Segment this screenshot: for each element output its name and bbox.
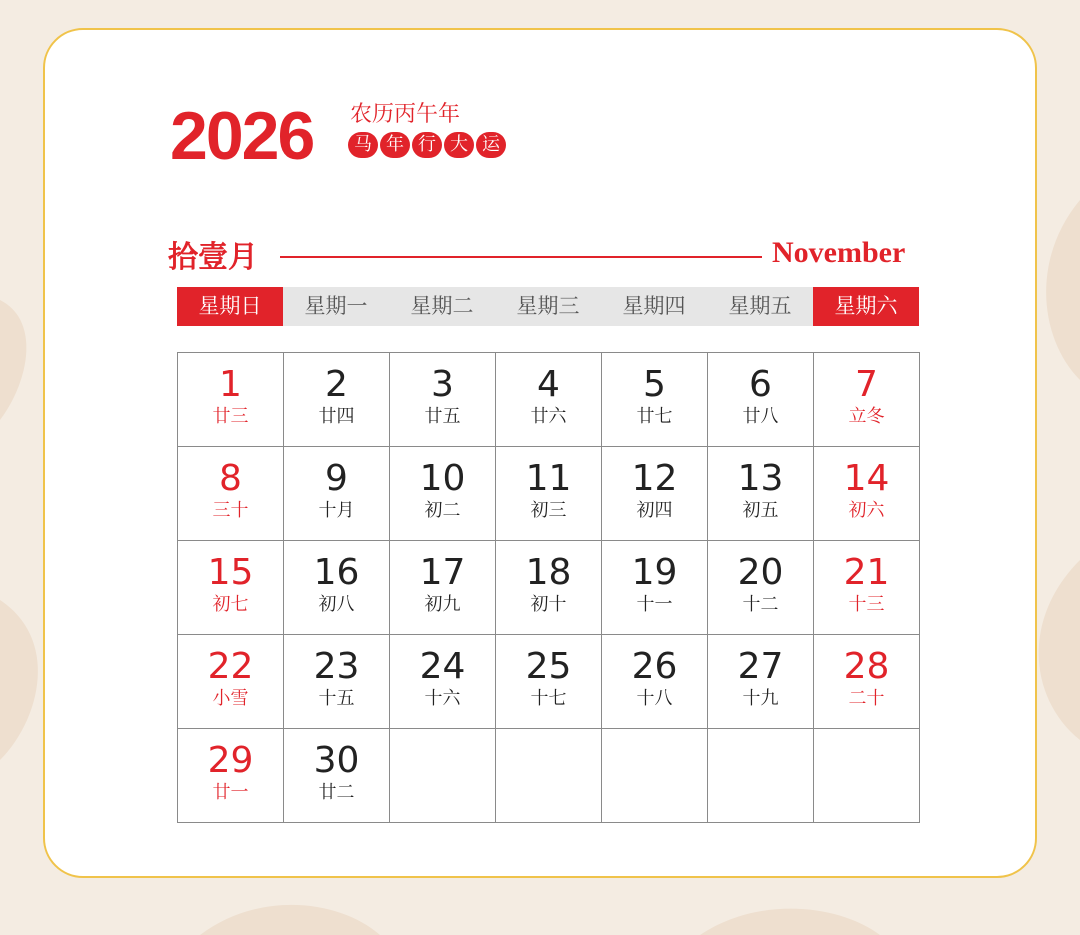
day-number: 1 (219, 364, 242, 405)
day-number: 8 (219, 458, 242, 499)
day-cell (602, 635, 708, 729)
day-number: 7 (855, 364, 878, 405)
lunar-date: 初四 (636, 500, 673, 521)
day-cell (708, 353, 814, 447)
day-cell (708, 541, 814, 635)
day-number: 30 (313, 740, 360, 781)
day-cell (708, 635, 814, 729)
day-number: 15 (207, 552, 254, 593)
day-cell (284, 353, 390, 447)
empty-day-cell (708, 729, 814, 823)
day-cell (496, 353, 602, 447)
day-cell (390, 541, 496, 635)
weekday-saturday: 星期六 (813, 287, 919, 326)
lunar-date: 十二 (742, 594, 779, 615)
day-cell (178, 635, 284, 729)
day-cell (178, 447, 284, 541)
lunar-date: 廿一 (212, 782, 249, 803)
lunar-date: 初八 (318, 594, 355, 615)
day-number: 3 (431, 364, 454, 405)
lunar-date: 初五 (742, 500, 779, 521)
day-number: 2 (325, 364, 348, 405)
lunar-date: 十五 (318, 688, 355, 709)
day-cell (602, 541, 708, 635)
day-number (814, 729, 919, 741)
day-number (390, 729, 495, 741)
day-cell (284, 541, 390, 635)
day-number: 20 (737, 552, 784, 593)
empty-day-cell (602, 729, 708, 823)
day-number: 5 (643, 364, 666, 405)
lunar-date: 廿八 (742, 406, 779, 427)
day-cell (814, 353, 920, 447)
lunar-date: 初六 (848, 500, 885, 521)
day-number: 28 (843, 646, 890, 687)
weekday-thursday: 星期四 (601, 287, 707, 326)
lunar-date: 廿六 (530, 406, 567, 427)
day-cell (814, 635, 920, 729)
lunar-date: 十月 (318, 500, 355, 521)
slogan-char: 大 (444, 132, 474, 158)
slogan-char: 马 (348, 132, 378, 158)
lunar-date: 十八 (636, 688, 673, 709)
lunar-date: 廿七 (636, 406, 673, 427)
year-slogan (348, 132, 506, 158)
slogan-char: 运 (476, 132, 506, 158)
empty-day-cell (390, 729, 496, 823)
day-number: 9 (325, 458, 348, 499)
weekday-tuesday: 星期二 (389, 287, 495, 326)
lunar-date: 初九 (424, 594, 461, 615)
day-cell (496, 635, 602, 729)
day-number: 10 (419, 458, 466, 499)
day-number (602, 729, 707, 741)
day-number: 19 (631, 552, 678, 593)
day-cell (602, 447, 708, 541)
day-cell (496, 447, 602, 541)
lunar-date: 廿四 (318, 406, 355, 427)
lunar-date: 二十 (848, 688, 885, 709)
lunar-date: 十六 (424, 688, 461, 709)
empty-day-cell (496, 729, 602, 823)
day-number (708, 729, 813, 741)
day-cell (284, 447, 390, 541)
day-number: 25 (525, 646, 572, 687)
empty-day-cell (814, 729, 920, 823)
day-number: 23 (313, 646, 360, 687)
lunar-date: 十三 (848, 594, 885, 615)
month-title-english: November (772, 236, 906, 269)
day-number: 21 (843, 552, 890, 593)
weekday-header (177, 287, 919, 326)
month-title-chinese: 拾壹月 (168, 240, 258, 275)
day-number: 16 (313, 552, 360, 593)
day-number: 6 (749, 364, 772, 405)
lunar-date: 小雪 (212, 688, 249, 709)
lunar-date: 三十 (212, 500, 249, 521)
day-number: 26 (631, 646, 678, 687)
day-number: 12 (631, 458, 678, 499)
day-cell (602, 353, 708, 447)
weekday-sunday: 星期日 (177, 287, 283, 326)
day-number: 29 (207, 740, 254, 781)
lunar-date: 十七 (530, 688, 567, 709)
lunar-date: 十九 (742, 688, 779, 709)
day-cell (496, 541, 602, 635)
lunar-date: 廿二 (318, 782, 355, 803)
lunar-date: 廿三 (212, 406, 249, 427)
day-number: 17 (419, 552, 466, 593)
weekday-friday: 星期五 (707, 287, 813, 326)
day-number: 18 (525, 552, 572, 593)
day-number (496, 729, 601, 741)
day-number: 11 (525, 458, 572, 499)
day-cell (708, 447, 814, 541)
day-cell (284, 729, 390, 823)
year-title: 2026 (170, 98, 314, 174)
calendar-grid (177, 352, 920, 823)
day-number: 14 (843, 458, 890, 499)
lunar-date: 初十 (530, 594, 567, 615)
weekday-monday: 星期一 (283, 287, 389, 326)
day-cell (178, 541, 284, 635)
lunar-date: 初三 (530, 500, 567, 521)
lunar-date: 廿五 (424, 406, 461, 427)
day-number: 27 (737, 646, 784, 687)
day-number: 13 (737, 458, 784, 499)
day-number: 4 (537, 364, 560, 405)
day-cell (178, 353, 284, 447)
lunar-date: 立冬 (848, 406, 885, 427)
day-cell (814, 541, 920, 635)
slogan-char: 行 (412, 132, 442, 158)
slogan-char: 年 (380, 132, 410, 158)
day-cell (814, 447, 920, 541)
lunar-date: 初七 (212, 594, 249, 615)
day-cell (390, 635, 496, 729)
day-cell (390, 353, 496, 447)
day-cell (178, 729, 284, 823)
weekday-wednesday: 星期三 (495, 287, 601, 326)
day-number: 24 (419, 646, 466, 687)
lunar-date: 十一 (636, 594, 673, 615)
day-number: 22 (207, 646, 254, 687)
lunar-date: 初二 (424, 500, 461, 521)
lunar-year-label: 农历丙午年 (350, 102, 461, 127)
day-cell (390, 447, 496, 541)
day-cell (284, 635, 390, 729)
month-divider (280, 256, 762, 258)
